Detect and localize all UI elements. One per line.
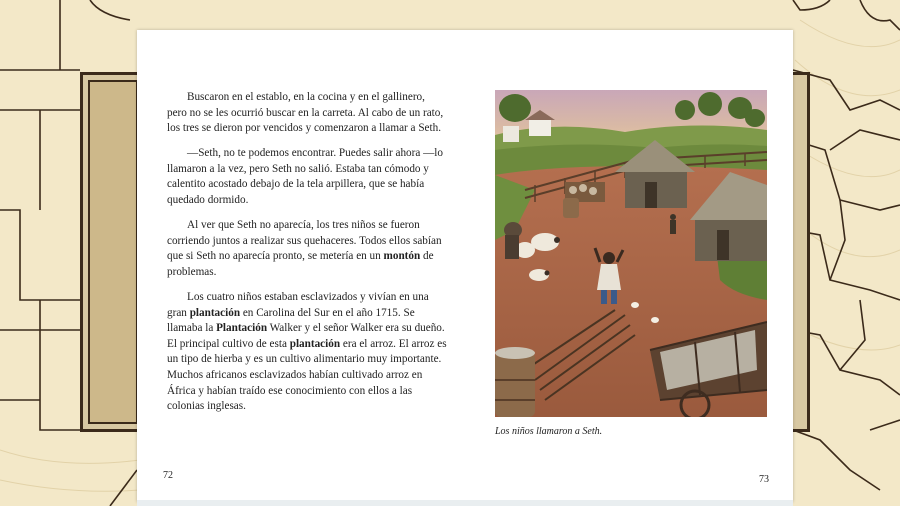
vocabulary-term: plantación <box>189 306 241 319</box>
text-run: en Carolina del Sur en el año 1715. Se llamaba la <box>167 306 415 335</box>
paragraph <box>167 146 447 208</box>
vocabulary-term: montón <box>383 250 421 263</box>
illustration-caption: Los niños llamaron a Seth. <box>495 426 603 437</box>
paragraph <box>167 90 447 137</box>
page-number-right: 73 <box>759 474 769 485</box>
decorative-frame-right <box>790 72 810 432</box>
book-spread <box>137 30 793 502</box>
page-number-left: 72 <box>163 470 173 481</box>
text-run: Al ver que Seth no aparecía, los tres niños se fueron corriendo juntos a realizar sus quehaceres. Todos ellos sabían que si Seth no aparecía pronto, se metería en un <box>167 219 442 263</box>
paragraph <box>167 218 447 280</box>
plantation-illustration <box>495 90 767 417</box>
text-run: —Seth, no te podemos encontrar. Puedes salir ahora —lo llamaron a la vez, pero Seth no salió. Estaba tan cómodo y calentito acostado debajo de la tela arpillera, que se había quedado dormido. <box>167 147 444 207</box>
text-run: Walker y el señor Walker era su dueño. El principal cultivo de esta <box>167 322 445 350</box>
paragraph <box>167 290 447 415</box>
bottom-strip <box>137 500 793 506</box>
text-run: Buscaron en el establo, en la cocina y en el gallinero, pero no se les ocurrió buscar en la carreta. Al cabo de un rato, los tres se dieron por vencidos y comenzaron a llamar a Seth. <box>167 91 444 135</box>
text-run: era el arroz. El arroz es un tipo de hierba y es un cultivo alimentario muy importante. Muchos africanos esclavizados habían cultivado arroz en África y habían traído ese conocimiento con ellos a las colonias inglesas. <box>167 337 447 413</box>
text-run: de problemas. <box>167 250 434 278</box>
vocabulary-term: Plantación <box>216 322 268 335</box>
left-page-text <box>167 90 447 424</box>
decorative-frame-left-inner <box>88 80 138 424</box>
vocabulary-term: plantación <box>289 337 341 350</box>
text-run: Los cuatro niños estaban esclavizados y vivían en una gran <box>167 291 429 319</box>
